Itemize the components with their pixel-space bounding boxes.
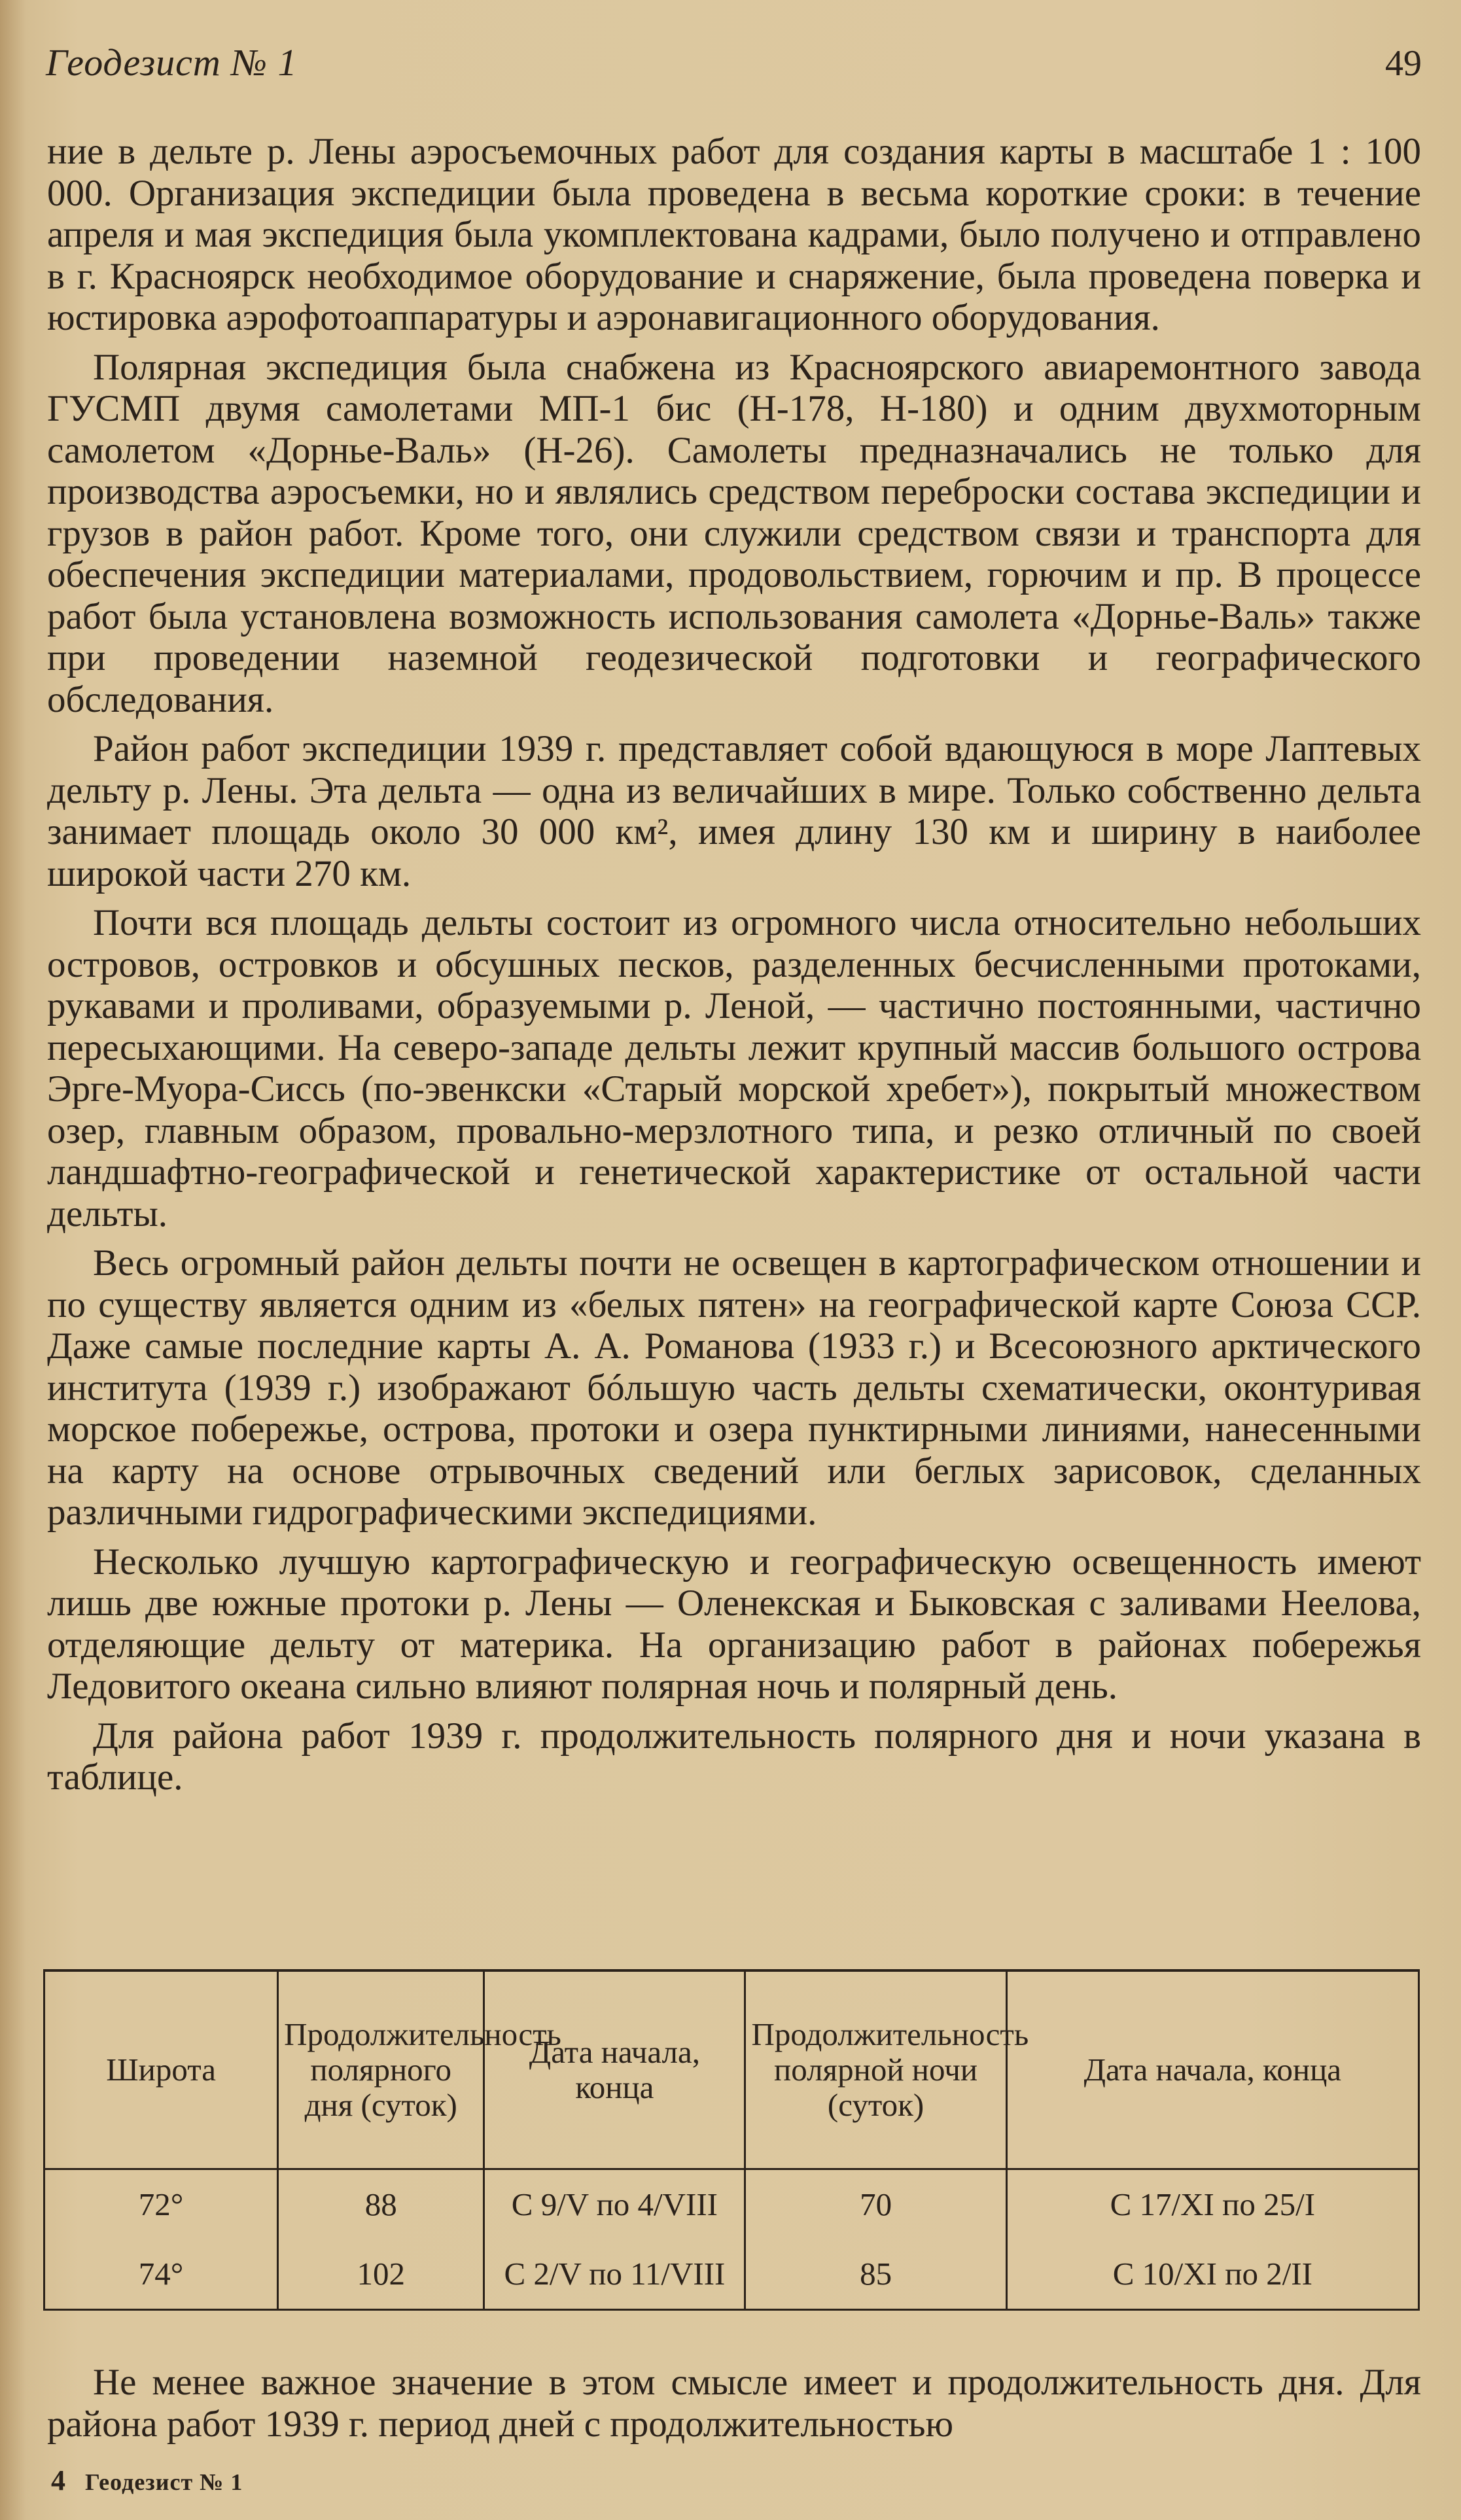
signature-mark [51,2464,243,2497]
paragraph: ние в дельте р. Лены аэросъемочных работ для создания карты в масштабе 1 : 100 000. Организация экспедиции была проведена в весьма короткие сроки: в течение апреля и мая экспедиция была укомплектована кадрами, было получено и отправлено в г. Красноярск необходимое оборудование и снаряжение, была проведена поверка и юстировка аэрофотоаппаратуры и аэронавигационного оборудования. [47,131,1421,338]
table-cell: С 9/V по 4/VIII [484,2169,745,2240]
table-cell: 85 [745,2239,1006,2310]
signature-number: 4 [51,2464,65,2496]
table-cell: С 2/V по 11/VIII [484,2239,745,2310]
paragraph: Для района работ 1939 г. продолжительность полярного дня и ночи указана в таблице. [47,1715,1421,1798]
table-cell: 102 [278,2239,484,2310]
column-header-day-duration: Продолжительность полярного дня (суток) [278,1970,484,2169]
running-header [46,41,1422,93]
paragraph: Не менее важное значение в этом смысле имеет и продолжительность дня. Для района работ 1939 г. период дней с продолжительностью [47,2362,1421,2445]
body-text [47,131,1421,1798]
paragraph: Почти вся площадь дельты состоит из огромного числа относительно небольших островов, островков и обсушных песков, разделенных бесчисленными протоками, рукавами и проливами, образуемыми р. Леной, — частично постоянными, частично пересыхающими. На северо-западе дельты лежит крупный массив большого острова Эрге-Муора-Сиссь (по-эвенкски «Старый морской хребет»), покрытый множеством озер, главным образом, провально-мерзлотного типа, и резко отличный по своей ландшафтно-географической и генетической характеристике от остальной части дельты. [47,902,1421,1234]
table-cell: 88 [278,2169,484,2240]
page-number: 49 [1385,43,1422,84]
paragraph: Район работ экспедиции 1939 г. представляет собой вдающуюся в море Лаптевых дельту р. Лены. Эта дельта — одна из величайших в мире. Только собственно дельта занимает площадь около 30 000 км², имея длину 130 км и ширину в наиболее широкой части 270 км. [47,728,1421,894]
journal-title: Геодезист № 1 [46,41,298,84]
continuation-text [47,2362,1421,2445]
table-row [44,2169,1419,2240]
table-cell: 74° [44,2239,278,2310]
polar-day-night-table [43,1969,1420,2311]
paragraph: Несколько лучшую картографическую и географическую освещенность имеют лишь две южные протоки р. Лены — Оленекская и Быковская с заливами Неелова, отделяющие дельту от материка. На организацию работ в районах побережья Ледовитого океана сильно влияют полярная ночь и полярный день. [47,1541,1421,1707]
table-header-row [44,1970,1419,2169]
column-header-day-dates: Дата начала, конца [484,1970,745,2169]
paragraph: Весь огромный район дельты почти не освещен в картографическом отношении и по существу является одним из «белых пятен» на географической карте Союза ССР. Даже самые последние карты А. А. Романова (1933 г.) и Всесоюзного арктического института (1939 г.) изображают бóльшую часть дельты схематически, оконтуривая морское побережье, острова, протоки и озера пунктирными линиями, нанесенными на карту на основе отрывочных сведений или беглых зарисовок, сделанных различными гидрографическими экспедициями. [47,1242,1421,1533]
column-header-night-duration: Продолжительность полярной ночи (суток) [745,1970,1006,2169]
table-cell: 72° [44,2169,278,2240]
column-header-night-dates: Дата начала, конца [1006,1970,1418,2169]
table-cell: 70 [745,2169,1006,2240]
table-cell: С 17/XI по 25/I [1006,2169,1418,2240]
data-table [43,1969,1420,2311]
table-cell: С 10/XI по 2/II [1006,2239,1418,2310]
column-header-latitude: Широта [44,1970,278,2169]
paragraph: Полярная экспедиция была снабжена из Красноярского авиаремонтного завода ГУСМП двумя самолетами МП-1 бис (Н-178, Н-180) и одним двухмоторным самолетом «Дорнье-Валь» (Н-26). Самолеты предназначались не только для производства аэросъемки, но и являлись средством переброски состава экспедиции и грузов в район работ. Кроме того, они служили средством связи и транспорта для обеспечения экспедиции материалами, продовольствием, горючим и пр. В процессе работ была установлена возможность использования самолета «Дорнье-Валь» также при проведении наземной геодезической подготовки и географического обследования. [47,346,1421,720]
signature-label: Геодезист № 1 [85,2469,243,2495]
table-row [44,2239,1419,2310]
